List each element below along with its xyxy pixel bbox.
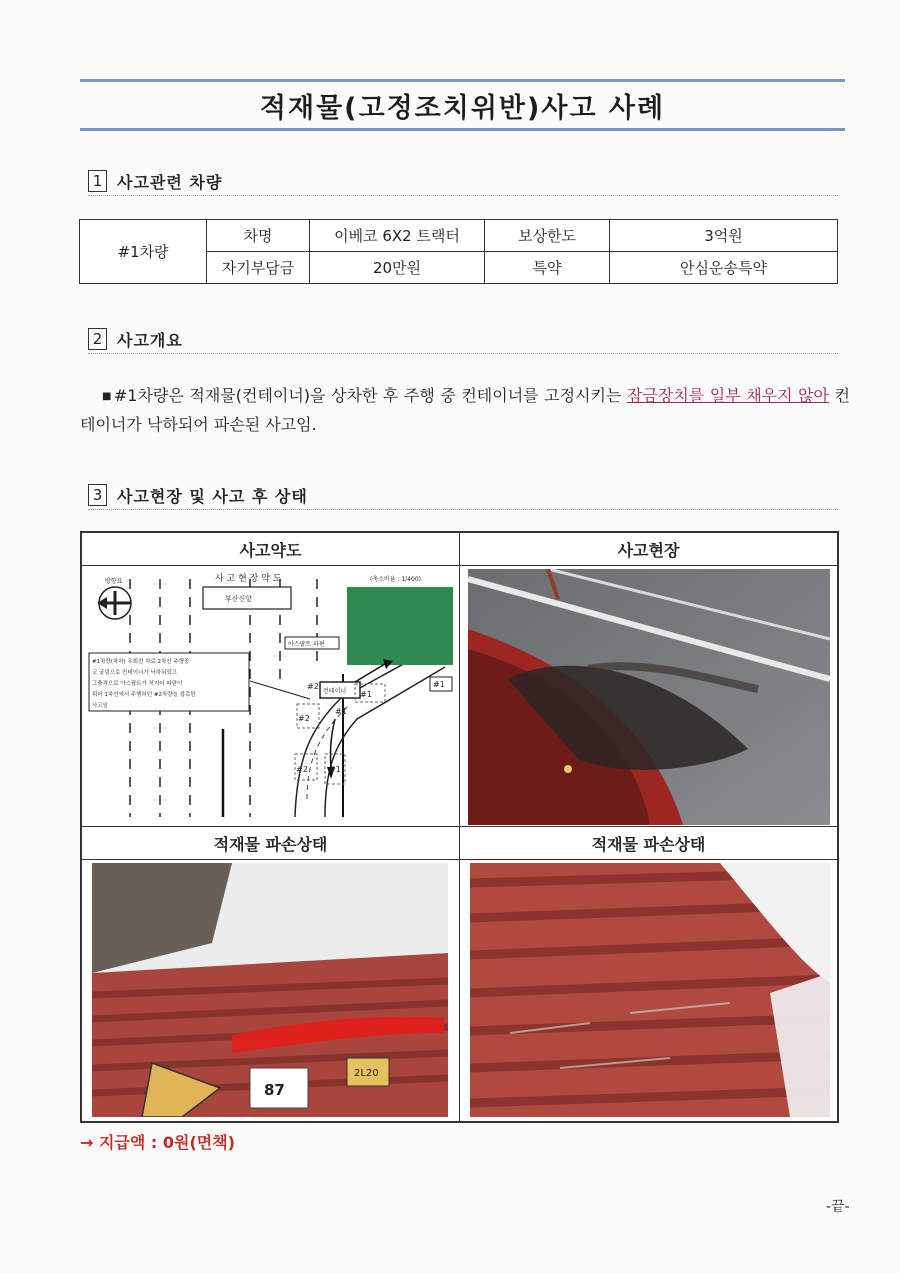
cell-heading: 적재물 파손상태 — [82, 827, 459, 860]
bullet-icon: ■ — [102, 391, 112, 402]
container-mark-code: 2L20 — [354, 1068, 379, 1079]
sketch-note-line: 튀어 1차선에서 주행하던 #2차량을 접촉한 — [92, 692, 196, 698]
table-cell: 20만원 — [310, 252, 485, 284]
damage-photo-1 — [92, 863, 448, 1117]
sketch-cell — [81, 532, 460, 827]
scene-cell — [459, 532, 838, 827]
asphalt-label: 아스팔트 파편 — [288, 641, 325, 648]
damage-cell-2 — [459, 826, 838, 1122]
cell-heading: 사고약도 — [82, 533, 459, 566]
vehicle-info-table — [79, 219, 838, 284]
vehicle-mark: #1 — [329, 765, 341, 774]
section-number: 1 — [88, 170, 107, 192]
table-cell: 3억원 — [610, 220, 838, 252]
table-row — [80, 220, 838, 252]
container-label: 컨테이너 — [323, 688, 347, 695]
payment-amount: → 지급액 : 0원(면책) — [80, 1133, 236, 1152]
section-1-heading — [88, 168, 222, 194]
summary-text: #1차량은 적재물(컨테이너)을 상차한 후 주행 중 컨테이너를 고정시키는 — [113, 386, 627, 405]
table-cell: 이베코 6X2 트랙터 — [310, 220, 485, 252]
cell-heading: 적재물 파손상태 — [460, 827, 837, 860]
title-bottom-rule — [80, 128, 845, 131]
section-title: 사고관련 차량 — [117, 172, 223, 192]
vehicle-mark: #1 — [433, 680, 445, 689]
damage-photo-2 — [470, 863, 830, 1117]
section-divider — [88, 353, 838, 354]
section-number: 3 — [88, 484, 107, 506]
table-cell: 보상한도 — [485, 220, 610, 252]
summary-highlight: 잠금장치를 일부 채우지 않아 — [626, 386, 830, 405]
vehicle-mark: #2 — [298, 714, 310, 723]
vehicle-mark: #2 — [307, 682, 319, 691]
container-mark-number: 87 — [264, 1081, 285, 1099]
sketch-note-line: #1차량(차차) 우회전 차로 2차선 주행중 — [92, 659, 190, 665]
sketch-heading: 사 고 현 장 약 도 — [215, 574, 282, 584]
table-cell: 특약 — [485, 252, 610, 284]
summary-text: 컨테이너가 낙하되어 파손된 사고임. — [80, 386, 850, 434]
sketch-note-line: 사고임 — [92, 703, 108, 709]
accident-sketch — [85, 569, 457, 825]
vehicle-mark: #1 — [360, 690, 372, 699]
section-title: 사고현장 및 사고 후 상태 — [117, 486, 308, 506]
vehicle-mark: #1 — [335, 707, 347, 716]
vehicle-mark: #2 — [296, 765, 308, 774]
cell-heading: 사고현장 — [460, 533, 837, 566]
accident-summary — [80, 382, 850, 439]
section-number: 2 — [88, 328, 107, 350]
sketch-note-line: 그충격으로 아스팔트가 처지어 파편이 — [92, 681, 183, 687]
sketch-scale: (축소비율 : 1/400) — [370, 576, 421, 583]
page-end-mark: -끝- — [826, 1199, 850, 1215]
sketch-note-line: 코 굴림으로 컨테이너가 낙하되었고 — [92, 670, 177, 676]
section-3-heading — [88, 482, 308, 508]
section-title: 사고개요 — [117, 330, 183, 350]
scene-photo — [468, 569, 830, 825]
section-divider — [88, 509, 838, 510]
section-divider — [88, 195, 838, 196]
table-cell: 차명 — [207, 220, 310, 252]
damage-cell-1 — [81, 826, 460, 1122]
compass-label: 방향표 — [105, 578, 123, 585]
section-2-heading — [88, 326, 183, 352]
table-cell: 자기부담금 — [207, 252, 310, 284]
page-title: 적재물(고정조치위반)사고 사례 — [259, 93, 666, 124]
photo-grid — [80, 531, 839, 1123]
vehicle-cell: #1차량 — [80, 220, 207, 284]
building-label: 부산신항 — [225, 595, 253, 603]
table-cell: 안심운송특약 — [610, 252, 838, 284]
title-top-rule — [80, 79, 845, 82]
